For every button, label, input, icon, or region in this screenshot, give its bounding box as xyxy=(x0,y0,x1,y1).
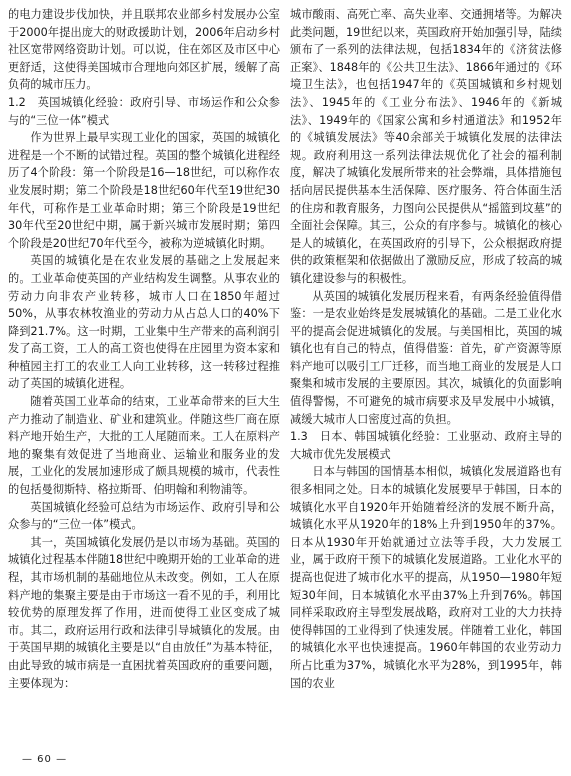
paragraph: 日本与韩国的国情基本相似，城镇化发展道路也有很多相同之处。日本的城镇化发展要早于韩国，日本的城镇化水平自1920年开始随着经济的发展不断升高，城镇化水平从1920年的18%上升到1950年的37%。日本从1930年开始就通过立法等手段，大力发展工业，属于政府干预下的城镇化发展道路。工业化水平的提高也促进了城市化水平的提高，从1950—1980年短短30年间，日本城镇化水平由37%上升到76%。韩国同样采取政府主导型发展战略，政府对工业的大力扶持使得韩国的工业得到了快速发展。伴随着工业化，韩国的城镇化水平也快速提高。1960年韩国的农业劳动力所占比重为37%，城镇化水平为28%，到1995年，韩国的农业 xyxy=(290,465,562,690)
left-column xyxy=(8,6,280,692)
page-number: — 60 — xyxy=(22,754,68,765)
right-column xyxy=(290,6,562,692)
paragraph: 随着英国工业革命的结束，工业革命带来的巨大生产力推动了制造业、矿业和建筑业。伴随这些厂商在原料产地开始生产，大批的工人尾随而来。工人在原料产地的聚集有效促进了当地商业、运输业和服务业的发展，工业化的发展加速形成了颇具规模的城市，代表性的包括曼彻斯特、格拉斯哥、伯明翰和利物浦等。 xyxy=(8,395,280,497)
paragraph: 英国的城镇化是在农业发展的基础之上发展起来的。工业革命使英国的产业结构发生调整。从事农业的劳动力向非农产业转移，城市人口在1850年超过50%，从事农林牧渔业的劳动力从占总人口的40%下降到21.7%。这一时期，工业集中生产带来的高利润引发了高工资，工人的高工资也使得在庄园里为资本家和种植园主打工的农业工人向工业转移，这一转移过程推动了英国的城镇化进程。 xyxy=(8,254,280,391)
paragraph: 作为世界上最早实现工业化的国家，英国的城镇化进程是一个不断的试错过程。英国的整个城镇化进程经历了4个阶段：第一个阶段是16—18世纪，可以称作农业发展时期；第二个阶段是18世纪60年代至19世纪30年代，可称作是工业革命时期；第三个阶段是19世纪30年代至20世纪中期，属于新兴城市发展时期；第四个阶段是20世纪70年代至今，被称为逆城镇化时期。 xyxy=(8,131,280,250)
section-heading-1-3: 1.3 日本、韩国城镇化经验：工业驱动、政府主导的大城市优先发展模式 xyxy=(290,430,562,461)
paragraph: 从英国的城镇化发展历程来看，有两条经验值得借鉴：一是农业始终是发展城镇化的基础。二是工业化水平的提高会促进城镇化的发展。与美国相比，英国的城镇化也有自己的特点，值得借鉴：首先，矿产资源等原料产地可以吸引工厂迁移，而当地工商业的发展是人口聚集和城市发展的主要原因。其次，城镇化的负面影响值得警惕，不可避免的城市病要求及早发展中小城镇，减缓大城市人口密度过高的负担。 xyxy=(290,289,562,426)
paragraph: 的电力建设步伐加快，并且联邦农业部乡村发展办公室于2000年提出庞大的财政援助计划，2006年启动乡村社区宽带网络资助计划。可以说，住在郊区及市区中心更舒适，这使得美国城市合理地向郊区扩展，缓解了高负荷的城市压力。 xyxy=(8,8,280,92)
paragraph: 其一，英国城镇化发展仍是以市场为基础。英国的城镇化过程基本伴随18世纪中晚期开始的工业革命的进程，其市场机制的基础地位从未改变。例如，工人在原料产地的集聚主要是由于市场这一看不见的手，利用比较优势的原理发挥了作用，进而使得工业区变成了城市。其二，政府运用行政和法律引导城镇化的发展。由于英国早期的城镇化主要是以“自由放任”为基本特征，由此导致的城市病是一直困扰着英国政府的重要问题，主要体现为： xyxy=(8,535,280,690)
section-heading-1-2: 1.2 英国城镇化经验：政府引导、市场运作和公众参与的“三位一体”模式 xyxy=(8,95,280,127)
paragraph: 城市酸雨、高死亡率、高失业率、交通拥堵等。为解决此类问题，19世纪以来，英国政府开始加强引导，陆续颁布了一系列的法律法规，包括1834年的《济贫法修正案》、1848年的《公共卫生法》、1866年通过的《环境卫生法》，也包括1947年的《英国城镇和乡村规划法》、1945年的《工业分布法》、1946年的《新城法》、1949年的《国家公寓和乡村通道法》和1952年的《城镇发展法》等40余部关于城镇化发展的法律法规。政府利用这一系列法律法规优化了社会的福利制度，解决了城镇化发展所带来的社会弊端，具体措施包括向居民提供基本生活保障、医疗服务、符合体面生活的住房和教育服务，力图向公民提供从“摇篮到坟墓”的全面社会保障。其三，公众的有序参与。城镇化的核心是人的城镇化，在英国政府的引导下，公众根据政府提供的政策框架和依据做出了激励反应，形成了较高的城镇化建设参与的积极性。 xyxy=(290,8,562,285)
paragraph: 英国城镇化经验可总结为市场运作、政府引导和公众参与的“三位一体”模式。 xyxy=(8,500,280,532)
